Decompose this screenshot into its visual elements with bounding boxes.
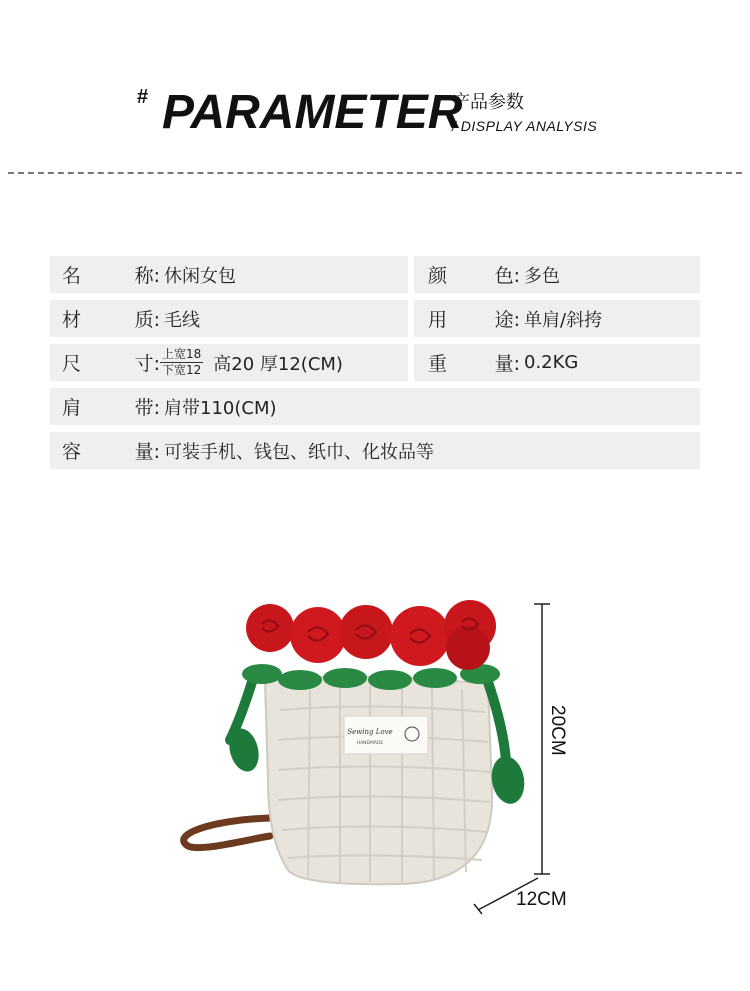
size-bottom-width: 下宽12 xyxy=(162,363,202,377)
param-key: 色: xyxy=(494,265,520,287)
param-key: 重 xyxy=(428,353,448,375)
rose xyxy=(390,606,450,666)
brand-label-line1: Sewing Love xyxy=(347,728,393,736)
param-value: 多色 xyxy=(524,265,560,287)
roses xyxy=(246,600,496,670)
size-top-width: 上宽18 xyxy=(162,347,202,361)
param-value xyxy=(160,347,343,378)
rose xyxy=(290,607,346,663)
param-key: 肩 xyxy=(62,397,82,419)
divider xyxy=(8,172,742,174)
param-row-color xyxy=(414,256,700,293)
rose xyxy=(246,604,294,652)
param-key: 寸: xyxy=(134,353,160,375)
param-row-strap xyxy=(50,388,700,425)
depth-label: 12CM xyxy=(516,889,567,910)
param-key: 途: xyxy=(494,309,520,331)
param-key: 量: xyxy=(494,353,520,375)
page-title: PARAMETER xyxy=(162,86,463,139)
param-value: 肩带110(CM) xyxy=(164,397,277,419)
param-key: 材 xyxy=(62,309,82,331)
param-key: 尺 xyxy=(62,353,82,375)
param-key: 用 xyxy=(428,309,448,331)
param-value: 单肩/斜挎 xyxy=(524,309,603,331)
bag-strap xyxy=(184,818,270,848)
page-subtitle: / DISPLAY ANALYSIS xyxy=(452,118,598,134)
param-value: 0.2KG xyxy=(524,352,579,373)
dimension-lines xyxy=(470,596,560,916)
param-key: 容 xyxy=(62,441,82,463)
page-title-cn: 产品参数 xyxy=(452,92,524,113)
size-height-depth: 高20 厚12(CM) xyxy=(213,353,343,375)
param-key: 名 xyxy=(62,265,82,287)
param-row-name xyxy=(50,256,408,293)
brand-label-line2: HANDMADE xyxy=(356,741,384,746)
param-key: 量: xyxy=(134,441,160,463)
param-row-material xyxy=(50,300,408,337)
param-key: 称: xyxy=(134,265,160,287)
height-label: 20CM xyxy=(547,705,568,756)
param-row-size xyxy=(50,344,408,381)
rose xyxy=(339,605,393,659)
param-row-usage xyxy=(414,300,700,337)
hash-mark: # xyxy=(137,86,149,108)
param-key: 带: xyxy=(134,397,160,419)
param-row-weight xyxy=(414,344,700,381)
param-row-capacity xyxy=(50,432,700,469)
param-key: 质: xyxy=(134,309,160,331)
param-value: 毛线 xyxy=(164,309,200,331)
param-value: 休闲女包 xyxy=(164,265,236,287)
param-key: 颜 xyxy=(428,265,448,287)
size-width-stack xyxy=(160,347,203,378)
param-value: 可装手机、钱包、纸巾、化妆品等 xyxy=(164,441,434,463)
